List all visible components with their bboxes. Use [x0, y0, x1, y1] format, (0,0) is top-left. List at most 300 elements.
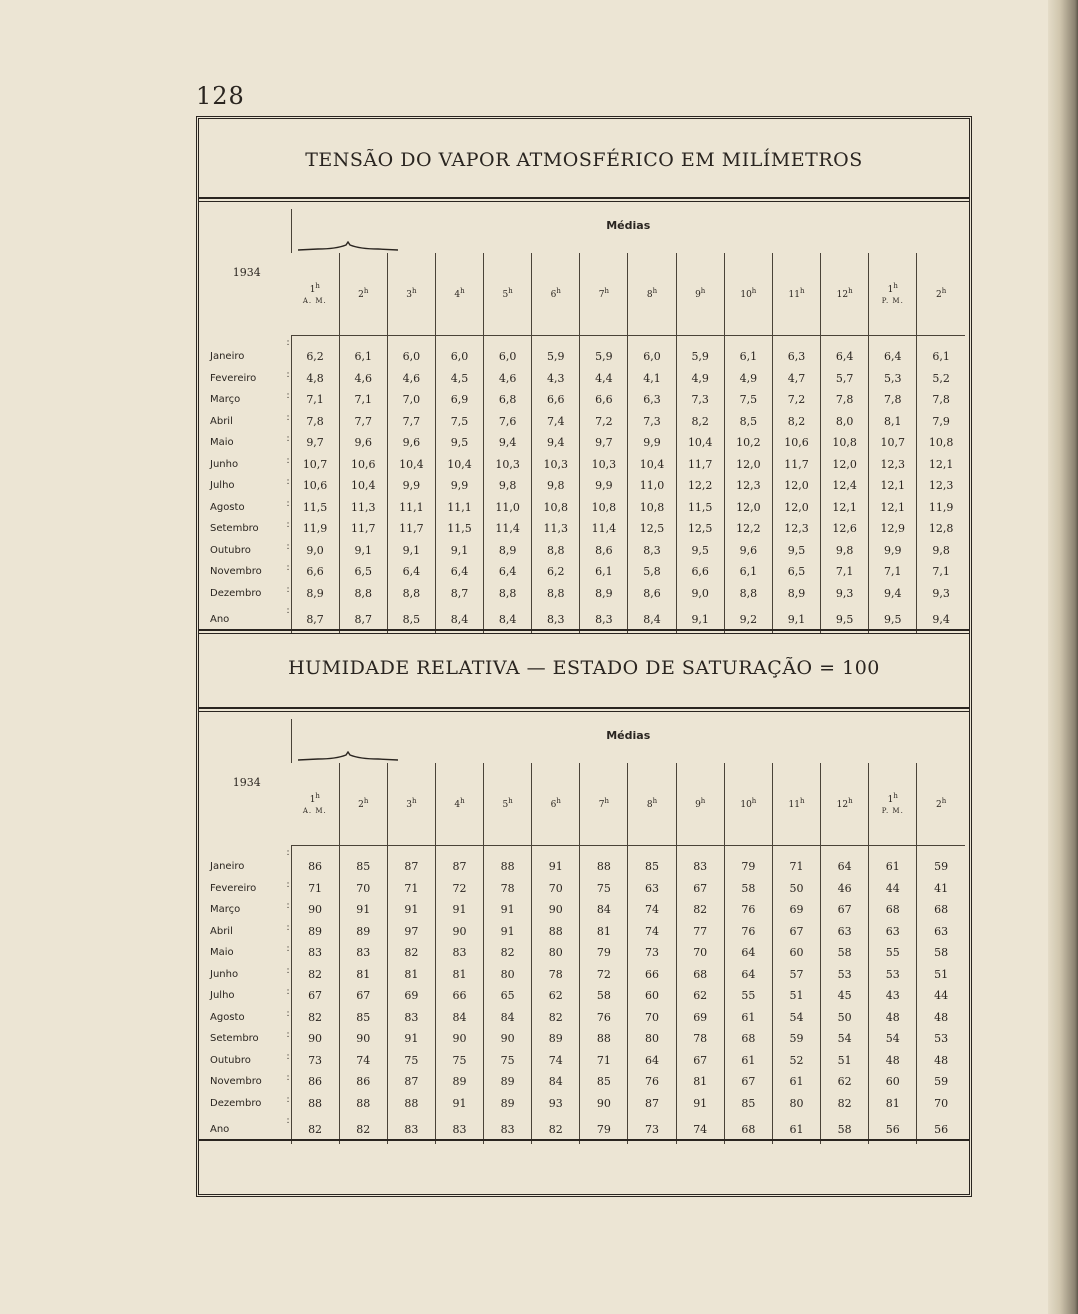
value-cell: 51: [821, 1050, 869, 1072]
hour-number: 2: [358, 289, 364, 300]
value-cell: 71: [387, 878, 435, 900]
value-cell: 58: [917, 942, 965, 964]
hour-header: [435, 763, 483, 846]
am-pm-label: P. M.: [881, 806, 904, 815]
value-cell: 82: [291, 964, 339, 986]
value-cell: 85: [724, 1093, 772, 1115]
value-cell: 90: [532, 899, 580, 921]
value-cell: 54: [772, 1007, 820, 1029]
value-cell: 63: [628, 878, 676, 900]
value-cell: 81: [676, 1071, 724, 1093]
hour-suffix: h: [799, 796, 805, 805]
value-cell: 69: [676, 1007, 724, 1029]
annual-value: 9,5: [869, 604, 917, 634]
value-cell: 10,4: [339, 475, 387, 497]
value-cell: 12,5: [676, 518, 724, 540]
hour-header: [724, 763, 772, 846]
value-cell: 9,4: [484, 432, 532, 454]
value-cell: 11,9: [917, 497, 965, 519]
hour-number: 7: [598, 289, 605, 300]
annual-value: 83: [435, 1114, 483, 1144]
value-cell: 63: [917, 921, 965, 943]
hour-suffix: h: [556, 286, 561, 295]
annual-value: 8,4: [628, 604, 676, 634]
hour-header: [676, 763, 724, 846]
value-cell: 4,1: [628, 368, 676, 390]
annual-value: 73: [628, 1114, 676, 1144]
value-cell: 12,0: [724, 497, 772, 519]
value-cell: 6,4: [869, 336, 917, 368]
hour-number: 6: [550, 289, 557, 300]
value-cell: 53: [821, 964, 869, 986]
hours-row: [203, 763, 965, 846]
value-cell: 71: [580, 1050, 628, 1072]
hour-suffix: h: [315, 282, 320, 291]
value-cell: 12,4: [821, 475, 869, 497]
value-cell: 8,2: [676, 411, 724, 433]
value-cell: 5,8: [628, 561, 676, 583]
table-row: [203, 985, 965, 1007]
month-label: Fevereiro :: [203, 878, 291, 900]
month-label: Janeiro :: [203, 846, 291, 878]
value-cell: 70: [676, 942, 724, 964]
value-cell: 7,8: [291, 411, 339, 433]
hour-suffix: h: [604, 796, 610, 805]
value-cell: 9,4: [532, 432, 580, 454]
annual-label: Ano :: [203, 604, 291, 634]
value-cell: 10,4: [387, 454, 435, 476]
value-cell: 76: [580, 1007, 628, 1029]
value-cell: 91: [676, 1093, 724, 1115]
annual-value: 82: [532, 1114, 580, 1144]
value-cell: 11,5: [435, 518, 483, 540]
value-cell: 79: [580, 942, 628, 964]
value-cell: 6,4: [821, 336, 869, 368]
brace-icon: [298, 241, 398, 251]
hour-number: 4: [454, 289, 461, 300]
value-cell: 80: [772, 1093, 820, 1115]
value-cell: 68: [869, 899, 917, 921]
value-cell: 12,8: [917, 518, 965, 540]
value-cell: 54: [821, 1028, 869, 1050]
hour-header: [628, 763, 676, 846]
annual-value: 79: [580, 1114, 628, 1144]
value-cell: 61: [724, 1007, 772, 1029]
hour-suffix: h: [941, 286, 947, 295]
value-cell: 48: [917, 1050, 965, 1072]
hour-number: 5: [502, 799, 509, 810]
hour-header: [339, 253, 387, 336]
hour-suffix: h: [363, 286, 369, 295]
hour-header: [821, 763, 869, 846]
annual-value: 9,2: [724, 604, 772, 634]
annual-value: 56: [917, 1114, 965, 1144]
month-label: Março :: [203, 899, 291, 921]
value-cell: 75: [484, 1050, 532, 1072]
value-cell: 75: [580, 878, 628, 900]
value-cell: 4,6: [339, 368, 387, 390]
value-cell: 55: [724, 985, 772, 1007]
value-cell: 6,1: [724, 561, 772, 583]
section-divider: [199, 629, 969, 634]
value-cell: 8,9: [580, 583, 628, 605]
value-cell: 79: [724, 846, 772, 878]
value-cell: 53: [917, 1028, 965, 1050]
value-cell: 6,1: [917, 336, 965, 368]
value-cell: 12,1: [869, 475, 917, 497]
humidity-title: HUMIDADE RELATIVA — ESTADO DE SATURAÇÃO = 100: [288, 657, 880, 679]
value-cell: 9,7: [291, 432, 339, 454]
value-cell: 66: [628, 964, 676, 986]
value-cell: 67: [821, 899, 869, 921]
value-cell: 89: [435, 1071, 483, 1093]
value-cell: 11,3: [532, 518, 580, 540]
value-cell: 90: [339, 1028, 387, 1050]
value-cell: 91: [339, 899, 387, 921]
value-cell: 10,8: [628, 497, 676, 519]
value-cell: 86: [291, 1071, 339, 1093]
table-row: [203, 540, 965, 562]
value-cell: 81: [580, 921, 628, 943]
value-cell: 88: [387, 1093, 435, 1115]
value-cell: 64: [821, 846, 869, 878]
value-cell: 87: [435, 846, 483, 878]
value-cell: 4,7: [772, 368, 820, 390]
hour-header: [869, 253, 917, 336]
hour-header: [772, 253, 820, 336]
value-cell: 12,5: [628, 518, 676, 540]
hour-suffix: h: [460, 286, 465, 295]
value-cell: 84: [580, 899, 628, 921]
value-cell: 7,5: [435, 411, 483, 433]
value-cell: 88: [580, 846, 628, 878]
value-cell: 11,1: [387, 497, 435, 519]
value-cell: 5,3: [869, 368, 917, 390]
annual-value: 56: [869, 1114, 917, 1144]
table-row: [203, 583, 965, 605]
value-cell: 12,1: [917, 454, 965, 476]
value-cell: 77: [676, 921, 724, 943]
hour-header: [387, 763, 435, 846]
value-cell: 8,8: [724, 583, 772, 605]
value-cell: 90: [291, 899, 339, 921]
annual-value: 68: [724, 1114, 772, 1144]
page-edge: [1048, 0, 1078, 1314]
year-label: 1934: [232, 775, 261, 789]
value-cell: 4,8: [291, 368, 339, 390]
annual-value: 74: [676, 1114, 724, 1144]
value-cell: 55: [869, 942, 917, 964]
hour-suffix: h: [799, 286, 805, 295]
value-cell: 7,6: [484, 411, 532, 433]
month-label: Junho :: [203, 964, 291, 986]
value-cell: 8,9: [772, 583, 820, 605]
month-label: Outubro :: [203, 1050, 291, 1072]
hour-number: 9: [695, 289, 701, 300]
value-cell: 88: [532, 921, 580, 943]
hour-number: 10: [740, 799, 752, 810]
value-cell: 50: [821, 1007, 869, 1029]
value-cell: 69: [772, 899, 820, 921]
value-cell: 9,9: [628, 432, 676, 454]
table-row: [203, 878, 965, 900]
value-cell: 9,8: [821, 540, 869, 562]
annual-value: 9,1: [772, 604, 820, 634]
value-cell: 81: [435, 964, 483, 986]
year-label: 1934: [232, 265, 261, 279]
value-cell: 89: [484, 1071, 532, 1093]
value-cell: 9,8: [917, 540, 965, 562]
month-label: Maio :: [203, 942, 291, 964]
value-cell: 10,8: [580, 497, 628, 519]
value-cell: 8,8: [387, 583, 435, 605]
value-cell: 82: [387, 942, 435, 964]
value-cell: 91: [387, 1028, 435, 1050]
value-cell: 4,3: [532, 368, 580, 390]
value-cell: 8,8: [532, 540, 580, 562]
month-label: Julho :: [203, 985, 291, 1007]
hour-number: 1: [887, 795, 894, 806]
value-cell: 90: [291, 1028, 339, 1050]
value-cell: 9,0: [291, 540, 339, 562]
value-cell: 6,6: [676, 561, 724, 583]
value-cell: 11,7: [387, 518, 435, 540]
table-row: [203, 899, 965, 921]
value-cell: 8,8: [339, 583, 387, 605]
value-cell: 9,6: [339, 432, 387, 454]
hour-header: [628, 253, 676, 336]
value-cell: 80: [484, 964, 532, 986]
value-cell: 7,0: [387, 389, 435, 411]
value-cell: 9,1: [435, 540, 483, 562]
hour-number: 12: [836, 289, 849, 300]
value-cell: 8,9: [484, 540, 532, 562]
value-cell: 59: [917, 1071, 965, 1093]
am-pm-label: A. M.: [302, 296, 327, 305]
value-cell: 85: [339, 1007, 387, 1029]
value-cell: 60: [628, 985, 676, 1007]
value-cell: 64: [628, 1050, 676, 1072]
value-cell: 62: [676, 985, 724, 1007]
month-label: Janeiro :: [203, 336, 291, 368]
value-cell: 91: [484, 899, 532, 921]
value-cell: 78: [676, 1028, 724, 1050]
hour-number: 1: [309, 795, 316, 806]
value-cell: 7,8: [821, 389, 869, 411]
value-cell: 70: [628, 1007, 676, 1029]
value-cell: 83: [387, 1007, 435, 1029]
value-cell: 88: [580, 1028, 628, 1050]
hour-header: [291, 763, 339, 846]
value-cell: 71: [772, 846, 820, 878]
hour-suffix: h: [751, 286, 757, 295]
value-cell: 51: [772, 985, 820, 1007]
value-cell: 7,8: [869, 389, 917, 411]
value-cell: 61: [869, 846, 917, 878]
value-cell: 87: [387, 1071, 435, 1093]
hour-header: [339, 763, 387, 846]
annual-value: 9,4: [917, 604, 965, 634]
hour-number: 8: [646, 289, 653, 300]
value-cell: 11,4: [580, 518, 628, 540]
value-cell: 45: [821, 985, 869, 1007]
hour-header: [532, 763, 580, 846]
value-cell: 91: [532, 846, 580, 878]
value-cell: 70: [532, 878, 580, 900]
hour-suffix: h: [848, 796, 853, 805]
value-cell: 9,5: [435, 432, 483, 454]
table-row: [203, 411, 965, 433]
hour-suffix: h: [848, 286, 853, 295]
hour-number: 1: [309, 285, 316, 296]
value-cell: 10,6: [772, 432, 820, 454]
value-cell: 82: [821, 1093, 869, 1115]
value-cell: 61: [724, 1050, 772, 1072]
value-cell: 75: [387, 1050, 435, 1072]
value-cell: 7,1: [869, 561, 917, 583]
table-row: [203, 518, 965, 540]
value-cell: 67: [724, 1071, 772, 1093]
hour-suffix: h: [751, 796, 757, 805]
value-cell: 7,1: [339, 389, 387, 411]
page-number: 128: [196, 82, 245, 110]
value-cell: 8,1: [869, 411, 917, 433]
value-cell: 67: [291, 985, 339, 1007]
month-label: Agosto :: [203, 1007, 291, 1029]
hour-number: 4: [454, 799, 461, 810]
value-cell: 50: [772, 878, 820, 900]
value-cell: 85: [628, 846, 676, 878]
value-cell: 9,3: [917, 583, 965, 605]
value-cell: 9,5: [676, 540, 724, 562]
table-row: [203, 1028, 965, 1050]
hour-suffix: h: [508, 796, 513, 805]
table-row: [203, 1071, 965, 1093]
value-cell: 6,0: [484, 336, 532, 368]
value-cell: 8,6: [580, 540, 628, 562]
hour-number: 5: [502, 289, 509, 300]
value-cell: 83: [339, 942, 387, 964]
hour-number: 6: [550, 799, 557, 810]
value-cell: 8,0: [821, 411, 869, 433]
value-cell: 7,3: [628, 411, 676, 433]
table-row: [203, 846, 965, 878]
month-label: Junho :: [203, 454, 291, 476]
hour-header: [821, 253, 869, 336]
value-cell: 86: [291, 846, 339, 878]
value-cell: 11,7: [339, 518, 387, 540]
value-cell: 53: [869, 964, 917, 986]
value-cell: 7,1: [917, 561, 965, 583]
vapor-table: [203, 209, 965, 634]
value-cell: 73: [291, 1050, 339, 1072]
hour-number: 2: [936, 799, 942, 810]
am-pm-label: P. M.: [881, 296, 904, 305]
value-cell: 12,3: [917, 475, 965, 497]
hour-header: [724, 253, 772, 336]
value-cell: 8,2: [772, 411, 820, 433]
hour-number: 2: [936, 289, 942, 300]
hour-suffix: h: [315, 792, 320, 801]
value-cell: 12,9: [869, 518, 917, 540]
value-cell: 11,0: [484, 497, 532, 519]
hour-header: [580, 763, 628, 846]
hour-number: 11: [788, 799, 800, 810]
value-cell: 67: [676, 878, 724, 900]
value-cell: 91: [484, 921, 532, 943]
value-cell: 90: [580, 1093, 628, 1115]
value-cell: 87: [387, 846, 435, 878]
annual-value: 61: [772, 1114, 820, 1144]
hour-number: 8: [646, 799, 653, 810]
hour-header: [387, 253, 435, 336]
value-cell: 44: [869, 878, 917, 900]
medias-header: [291, 719, 965, 763]
value-cell: 61: [772, 1071, 820, 1093]
value-cell: 6,0: [387, 336, 435, 368]
value-cell: 10,4: [676, 432, 724, 454]
value-cell: 6,6: [532, 389, 580, 411]
value-cell: 81: [387, 964, 435, 986]
value-cell: 10,3: [484, 454, 532, 476]
table-row: [203, 1093, 965, 1115]
value-cell: 8,7: [435, 583, 483, 605]
value-cell: 9,6: [724, 540, 772, 562]
value-cell: 7,1: [821, 561, 869, 583]
value-cell: 84: [532, 1071, 580, 1093]
value-cell: 76: [628, 1071, 676, 1093]
annual-value: 8,7: [339, 604, 387, 634]
hour-number: 11: [788, 289, 800, 300]
value-cell: 62: [821, 1071, 869, 1093]
month-label: Dezembro :: [203, 1093, 291, 1115]
hour-number: 3: [406, 289, 412, 300]
value-cell: 60: [869, 1071, 917, 1093]
month-label: Setembro :: [203, 518, 291, 540]
hour-header: [435, 253, 483, 336]
annual-value: 9,1: [676, 604, 724, 634]
value-cell: 4,4: [580, 368, 628, 390]
value-cell: 5,2: [917, 368, 965, 390]
annual-label: Ano :: [203, 1114, 291, 1144]
value-cell: 9,0: [676, 583, 724, 605]
value-cell: 12,2: [724, 518, 772, 540]
value-cell: 6,8: [484, 389, 532, 411]
value-cell: 9,8: [484, 475, 532, 497]
table-row: [203, 964, 965, 986]
value-cell: 7,4: [532, 411, 580, 433]
value-cell: 58: [580, 985, 628, 1007]
value-cell: 7,1: [291, 389, 339, 411]
annual-value: 8,7: [291, 604, 339, 634]
value-cell: 68: [676, 964, 724, 986]
hour-suffix: h: [652, 796, 658, 805]
value-cell: 97: [387, 921, 435, 943]
value-cell: 57: [772, 964, 820, 986]
value-cell: 78: [484, 878, 532, 900]
annual-value: 8,4: [435, 604, 483, 634]
value-cell: 8,3: [628, 540, 676, 562]
value-cell: 6,2: [291, 336, 339, 368]
value-cell: 64: [724, 942, 772, 964]
value-cell: 88: [484, 846, 532, 878]
value-cell: 6,4: [484, 561, 532, 583]
value-cell: 81: [869, 1093, 917, 1115]
medias-header: [291, 209, 965, 253]
value-cell: 10,8: [917, 432, 965, 454]
value-cell: 10,6: [339, 454, 387, 476]
header-row: [203, 209, 965, 253]
